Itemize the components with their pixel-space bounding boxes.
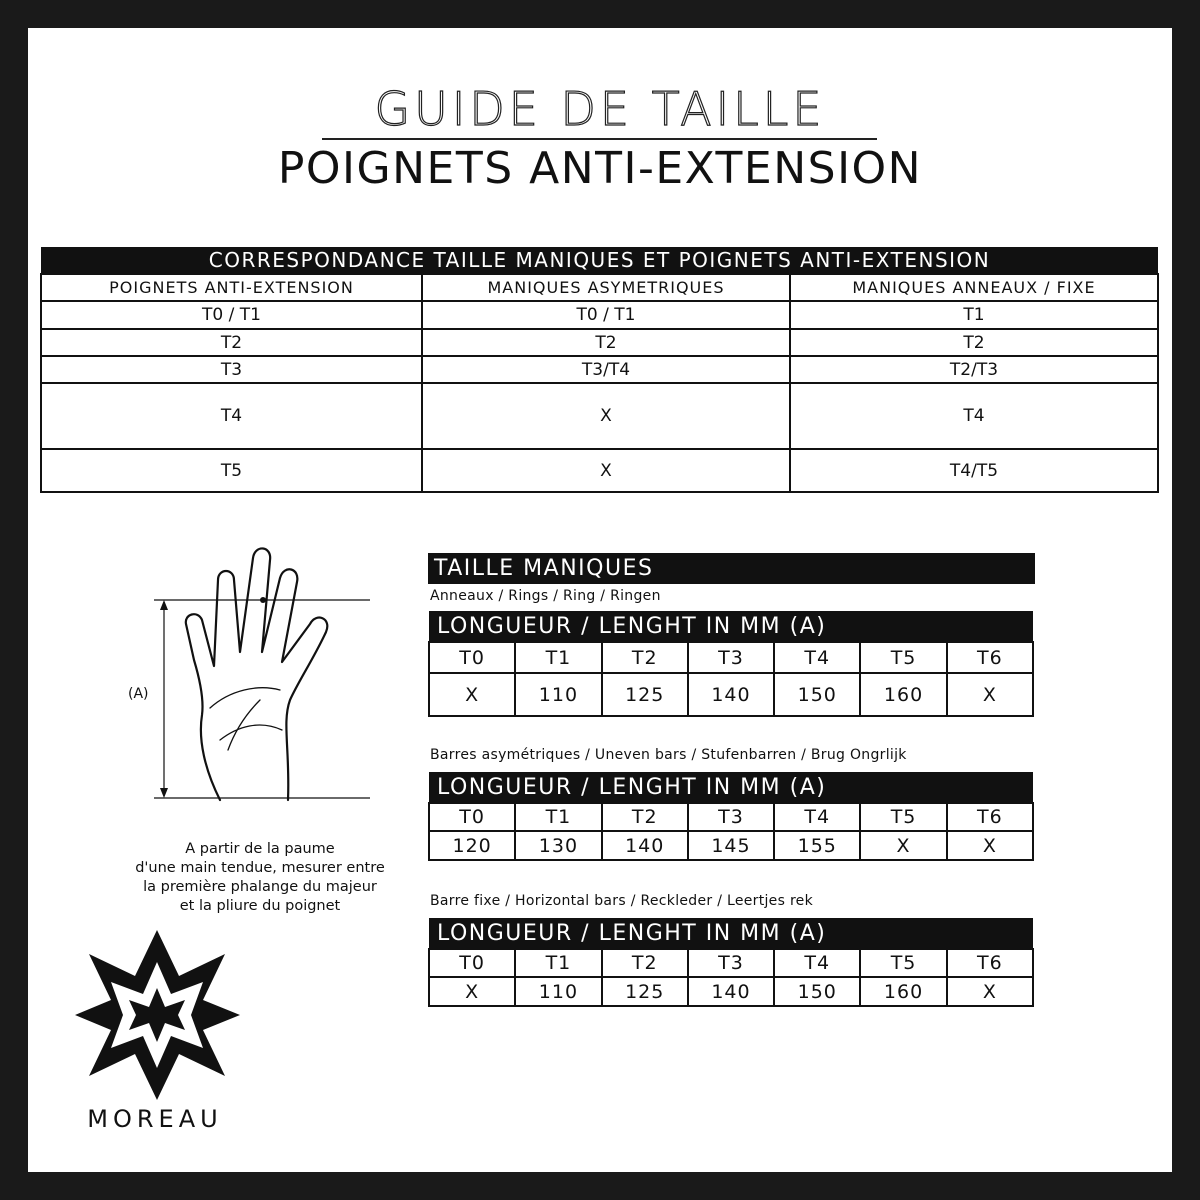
table-cell: T1 [790,301,1158,329]
value-cell: 160 [860,977,946,1006]
value-cell: 160 [860,673,946,716]
table-cell: X [422,383,790,449]
size-cell: T5 [860,642,946,673]
value-cell: X [947,831,1033,860]
table-cell: T5 [41,449,422,492]
value-cell: X [947,977,1033,1006]
table-title: LONGUEUR / LENGHT IN MM (A) [429,772,1033,803]
table-cell: T4 [790,383,1158,449]
value-cell: 150 [774,673,860,716]
correspondance-title: CORRESPONDANCE TAILLE MANIQUES ET POIGNETS ANTI-EXTENSION [41,247,1158,274]
rings-size-table [428,611,1034,717]
table-cell: T0 / T1 [41,301,422,329]
table-title: LONGUEUR / LENGHT IN MM (A) [429,611,1033,642]
size-cell: T2 [602,642,688,673]
table-cell: T3/T4 [422,356,790,383]
hand-caption: A partir de la paume d'une main tendue, mesurer entre la première phalange du majeur et la pliure du poignet [135,841,385,914]
value-cell: 110 [515,977,601,1006]
size-cell: T5 [860,803,946,831]
table-cell: T2 [790,329,1158,356]
value-cell: 150 [774,977,860,1006]
size-cell: T2 [602,803,688,831]
size-cell: T1 [515,803,601,831]
column-header: POIGNETS ANTI-EXTENSION [41,274,422,301]
table-cell: T2 [41,329,422,356]
table-row [41,449,1158,492]
title-divider [322,138,877,140]
uneven-bars-label: Barres asymétriques / Uneven bars / Stufenbarren / Brug Ongrlijk [430,747,907,763]
size-cell: T6 [947,642,1033,673]
page-title: GUIDE DE TAILLE [374,82,826,136]
measure-label: (A) [128,686,149,702]
table-row [41,301,1158,329]
gloves-title: TAILLE MANIQUES [428,553,1035,584]
value-cell: 155 [774,831,860,860]
horizontal-bars-label: Barre fixe / Horizontal bars / Reckleder / Leertjes rek [430,893,814,909]
value-cell: 140 [602,831,688,860]
column-header: MANIQUES ANNEAUX / FIXE [790,274,1158,301]
table-cell: T2/T3 [790,356,1158,383]
size-cell: T5 [860,949,946,977]
correspondance-table [40,247,1159,493]
table-cell: X [422,449,790,492]
value-cell: X [429,977,515,1006]
page-subtitle: POIGNETS ANTI-EXTENSION [277,143,923,194]
brand-name: MOREAU [87,1105,223,1133]
horizontal-bars-size-table [428,918,1034,1007]
value-cell: 130 [515,831,601,860]
value-cell: X [947,673,1033,716]
table-cell: T2 [422,329,790,356]
size-cell: T1 [515,949,601,977]
uneven-bars-size-table [428,772,1034,861]
value-cell: 125 [602,977,688,1006]
size-cell: T4 [774,949,860,977]
size-cell: T6 [947,803,1033,831]
table-row [41,383,1158,449]
value-cell: X [429,673,515,716]
table-cell: T3 [41,356,422,383]
value-cell: 120 [429,831,515,860]
size-cell: T3 [688,803,774,831]
value-cell: 145 [688,831,774,860]
size-cell: T6 [947,949,1033,977]
table-cell: T4/T5 [790,449,1158,492]
column-header: MANIQUES ASYMETRIQUES [422,274,790,301]
size-cell: T3 [688,949,774,977]
rings-label: Anneaux / Rings / Ring / Ringen [430,588,661,604]
value-cell: X [860,831,946,860]
size-cell: T3 [688,642,774,673]
hand-measure-illustration [110,540,390,820]
value-cell: 125 [602,673,688,716]
size-cell: T0 [429,642,515,673]
table-row [41,329,1158,356]
size-cell: T0 [429,949,515,977]
table-cell: T0 / T1 [422,301,790,329]
size-cell: T4 [774,803,860,831]
size-cell: T1 [515,642,601,673]
moreau-logo-icon [75,930,240,1100]
size-cell: T2 [602,949,688,977]
table-row [41,356,1158,383]
value-cell: 110 [515,673,601,716]
value-cell: 140 [688,673,774,716]
table-cell: T4 [41,383,422,449]
table-title: LONGUEUR / LENGHT IN MM (A) [429,918,1033,949]
size-cell: T0 [429,803,515,831]
size-cell: T4 [774,642,860,673]
value-cell: 140 [688,977,774,1006]
